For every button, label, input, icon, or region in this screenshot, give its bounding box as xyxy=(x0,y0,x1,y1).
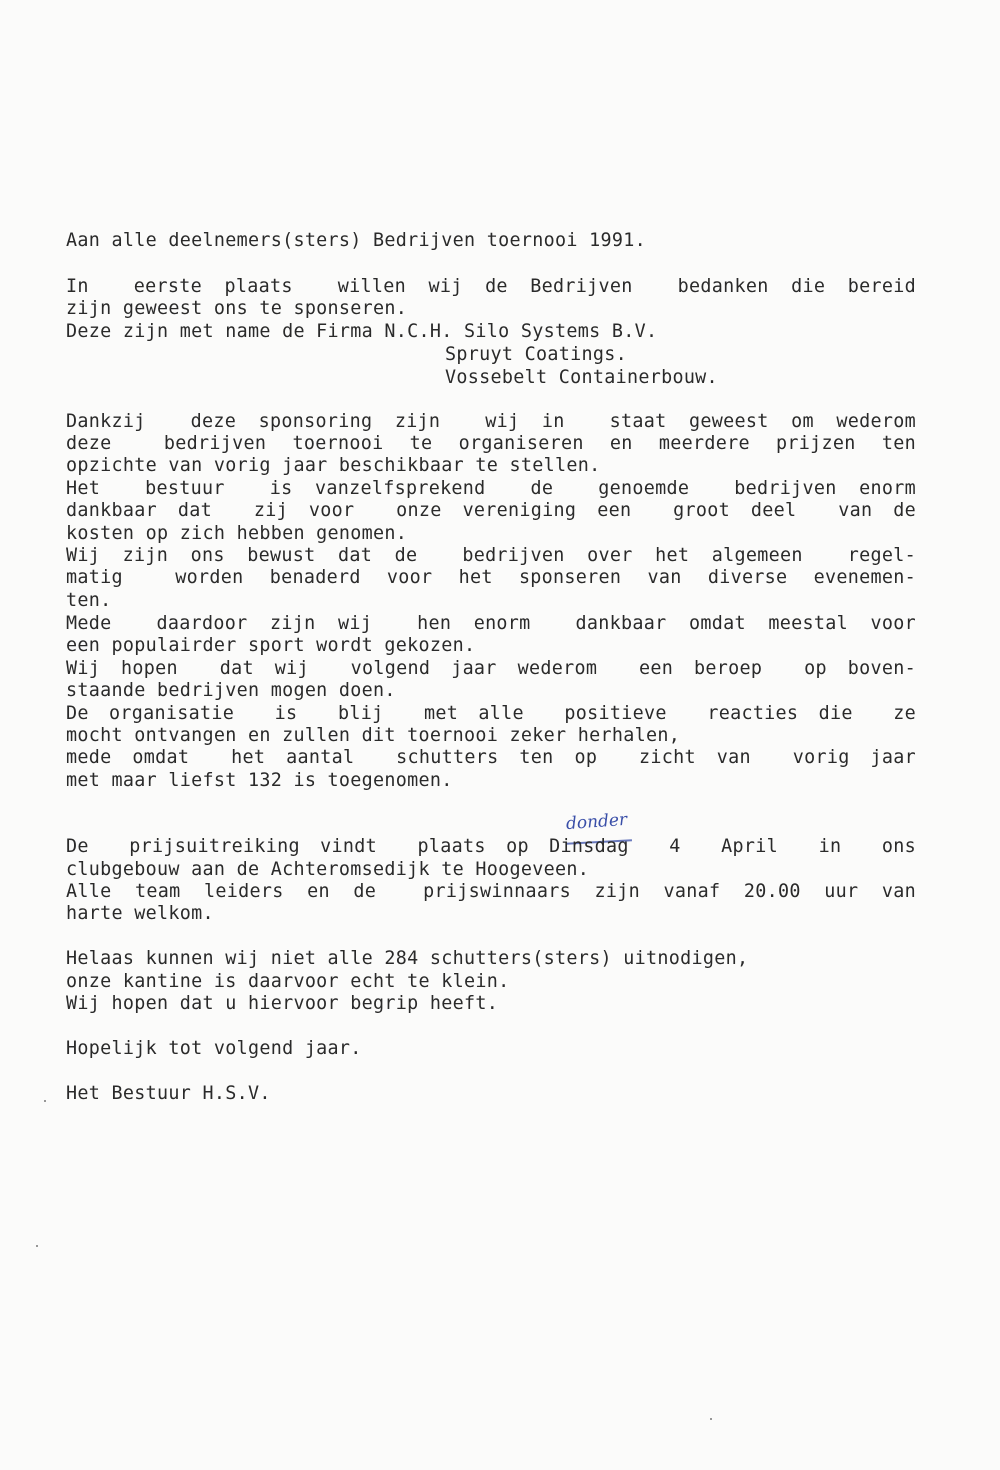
letter-line: mede omdat het aantal schutters ten op zicht van vorig jaar xyxy=(66,747,916,768)
letter-line: onze kantine is daarvoor echt te klein. xyxy=(66,971,510,992)
letter-line: ten. xyxy=(66,590,112,611)
sponsor-name: Vossebelt Containerbouw. xyxy=(445,367,718,388)
letter-line: zijn geweest ons te sponseren. xyxy=(66,298,408,319)
paper-speck xyxy=(44,1100,46,1102)
handwritten-correction: donder xyxy=(565,809,628,835)
letter-line: Wij hopen dat wij volgend jaar wederom een beroep op boven- xyxy=(66,658,916,679)
letter-line: opzichte van vorig jaar beschikbaar te stellen. xyxy=(66,455,601,476)
letter-line: mocht ontvangen en zullen dit toernooi zeker herhalen, xyxy=(66,725,681,746)
letter-line: Het bestuur is vanzelfsprekend de genoemde bedrijven enorm xyxy=(66,478,916,499)
letter-line: clubgebouw aan de Achteromsedijk te Hoogeveen. xyxy=(66,859,590,880)
letter-line: een populairder sport wordt gekozen. xyxy=(66,635,476,656)
paper-speck xyxy=(36,1245,38,1247)
letter-line: met maar liefst 132 is toegenomen. xyxy=(66,770,453,791)
letter-line: dankbaar dat zij voor onze vereniging een groot deel van de xyxy=(66,500,916,521)
paper-speck xyxy=(710,1418,712,1420)
closing-line: Hopelijk tot volgend jaar. xyxy=(66,1038,362,1059)
letter-line: staande bedrijven mogen doen. xyxy=(66,680,396,701)
letter-line: Helaas kunnen wij niet alle 284 schutters(sters) uitnodigen, xyxy=(66,948,749,969)
letter-line: matig worden benaderd voor het sponseren van diverse evenemen- xyxy=(66,567,916,588)
greeting: Aan alle deelnemers(sters) Bedrijven toernooi 1991. xyxy=(66,230,646,251)
sponsor-name: Spruyt Coatings. xyxy=(445,344,627,365)
letter-line: harte welkom. xyxy=(66,903,214,924)
letter-line: Dankzij deze sponsoring zijn wij in staat geweest om wederom xyxy=(66,411,916,432)
letter-line: deze bedrijven toernooi te organiseren en meerdere prijzen ten xyxy=(66,433,916,454)
letter-line: Wij zijn ons bewust dat de bedrijven over het algemeen regel- xyxy=(66,545,916,566)
letter-line: Alle team leiders en de prijswinnaars zijn vanaf 20.00 uur van xyxy=(66,881,916,902)
letter-line: Wij hopen dat u hiervoor begrip heeft. xyxy=(66,993,499,1014)
letter-line: Mede daardoor zijn wij hen enorm dankbaar omdat meestal voor xyxy=(66,613,916,634)
signature: Het Bestuur H.S.V. xyxy=(66,1083,271,1104)
letter-line: De prijsuitreiking vindt plaats op Dinsdag 4 April in ons xyxy=(66,836,916,857)
letter-line: kosten op zich hebben genomen. xyxy=(66,523,408,544)
letter-line: Deze zijn met name de Firma N.C.H. Silo Systems B.V. xyxy=(66,321,658,342)
letter-line: In eerste plaats willen wij de Bedrijven bedanken die bereid xyxy=(66,276,916,297)
letter-line: De organisatie is blij met alle positieve reacties die ze xyxy=(66,703,916,724)
